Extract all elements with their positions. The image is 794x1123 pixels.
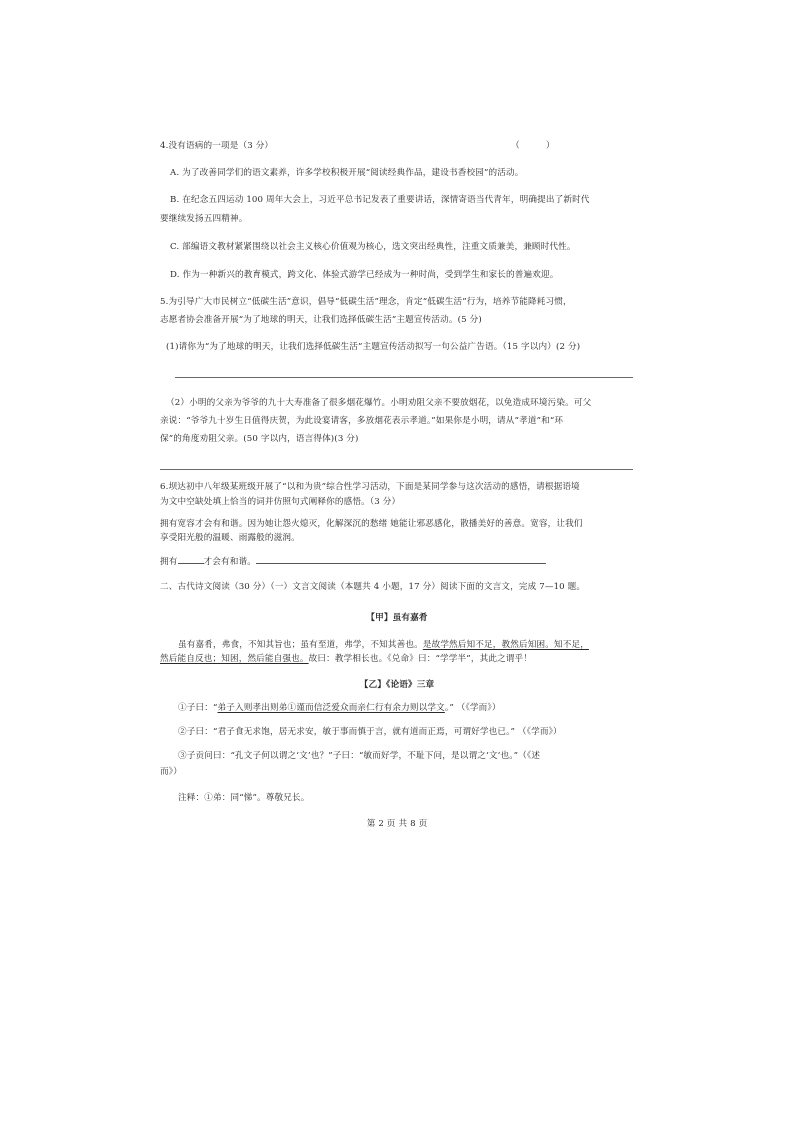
- q4-stem: 4.没有语病的一项是（3 分）: [160, 141, 274, 151]
- q6-stem-line2: 为文中空缺处填上恰当的词并仿照句式阐释你的感悟。（3 分）: [160, 497, 401, 507]
- q6-fill-blank-sentence[interactable]: [256, 554, 546, 564]
- jia-line2-plain: 故曰：教学相长也。《兑命》曰：“学学半”，其此之谓乎！: [308, 654, 533, 664]
- q6-stem-line1: 6.坝达初中八年级某班级开展了“以和为贵”综合性学习活动，下面是某同学参与这次活动的感悟，请根据语境: [160, 482, 580, 492]
- jia-line2: [160, 653, 532, 665]
- q4-option-b: B. 在纪念五四运动 100 周年大会上，习近平总书记发表了重要讲话，深情寄语当代青年，明确提出了新时代: [170, 195, 590, 205]
- section2-heading: 二、古代诗文阅读（30 分）（一）文言文阅读（本题共 4 小题，17 分）阅读下面的文言文，完成 7—10 题。: [160, 582, 586, 592]
- note: 注释：①弟：同“悌”。尊敬兄长。: [178, 793, 310, 803]
- yi-title-row: [0, 679, 794, 691]
- q4-answer-parens: （ ）: [511, 141, 555, 151]
- yi-title: 【乙】《论语》三章: [359, 680, 435, 690]
- yi-item1-suffix: 。” （《学而》）: [444, 703, 501, 713]
- q4-option-c: C. 部编语文教材紧紧围绕以社会主义核心价值观为核心，选文突出经典性，注重文质兼美，兼顾时代性。: [170, 242, 576, 252]
- q5-sub1: (1)请你为“为了地球的明天，让我们选择低碳生活”主题宣传活动拟写一句公益广告语。（15 字以内）(2 分): [166, 342, 581, 352]
- yi-item1-prefix: ①子曰：“: [178, 703, 218, 713]
- q5-stem-line1: 5.为引导广大市民树立“低碳生活”意识，倡导“低碳生活”理念，肯定“低碳生活”行为，培养节能降耗习惯，: [160, 297, 572, 307]
- yi-item1-underlined: 弟子入则孝出则弟①谨而信泛爱众而亲仁行有余力则以学文: [217, 703, 445, 713]
- q6-fill-prefix: 拥有: [160, 557, 178, 567]
- jia-line1-plain: 虽有嘉肴，弗食，不知其旨也；虽有至道，弗学，不知其善也。: [178, 640, 423, 650]
- q4-option-a: A. 为了改善同学们的语文素养，许多学校积极开展“阅读经典作品，建设书香校园”的活动。: [170, 168, 524, 178]
- q5-sub1-answer-line[interactable]: [175, 377, 633, 378]
- jia-line1-underlined: 是故学然后知不足，教然后知困。知不足，: [422, 640, 589, 650]
- jia-title-row: [0, 612, 794, 624]
- yi-item2: ②子曰：“君子食无求饱，居无求安，敏于事而慎于言，就有道而正焉，可谓好学也已。” （《学而》）: [178, 727, 562, 737]
- q6-passage-line1: 拥有宽容才会有和谐。因为她让怨火熄灭，化解深沉的愁绪 她能让邪恶感化，散播美好的善意。宽容，让我们: [160, 519, 583, 529]
- q5-stem-line2: 志愿者协会准备开展“为了地球的明天，让我们选择低碳生活”主题宣传活动。(5 分): [160, 315, 482, 325]
- jia-line2-underlined: 然后能自反也；知困，然后能自强也。: [160, 654, 309, 664]
- q6-fill-blank-word[interactable]: [178, 554, 204, 564]
- q6-fill-mid: 才会有和谐。: [203, 557, 256, 567]
- q6-passage-line2: 享受阳光般的温暖、雨露般的滋润。: [160, 533, 300, 543]
- q4-option-b-cont: 要继续发扬五四精神。: [160, 214, 248, 224]
- q5-sub2-answer-line[interactable]: [160, 469, 633, 470]
- yi-item3-line1: ③子贡问曰：“孔文子何以谓之‘文’也？”子曰：“敏而好学，不耻下问，是以谓之‘文’也。”（《述: [178, 751, 541, 761]
- q6-fill-sentence: [160, 554, 546, 568]
- jia-title: 【甲】虽有嘉肴: [366, 613, 428, 623]
- page-number: 第 2 页 共 8 页: [366, 819, 428, 829]
- footer-row: [0, 818, 794, 830]
- q5-sub2-line3: 保”的角度劝阻父亲。(50 字以内，语言得体)(3 分): [160, 434, 359, 444]
- yi-item3-line2: 而》）: [160, 767, 182, 777]
- q5-sub2-line2: 亲说：“爷爷九十岁生日值得庆贺，为此设宴请客，多放烟花表示孝道。”如果你是小明，请从“孝道”和“环: [160, 416, 564, 426]
- jia-line1: [178, 639, 589, 651]
- yi-item1: [178, 702, 501, 714]
- q5-sub2-line1: （2）小明的父亲为爷爷的九十大寿准备了很多烟花爆竹。小明劝阻父亲不要放烟花，以免造成环境污染。可父: [166, 398, 592, 408]
- q4-option-d: D. 作为一种新兴的教育模式，跨文化、体验式游学已经成为一种时尚，受到学生和家长的普遍欢迎。: [170, 270, 559, 280]
